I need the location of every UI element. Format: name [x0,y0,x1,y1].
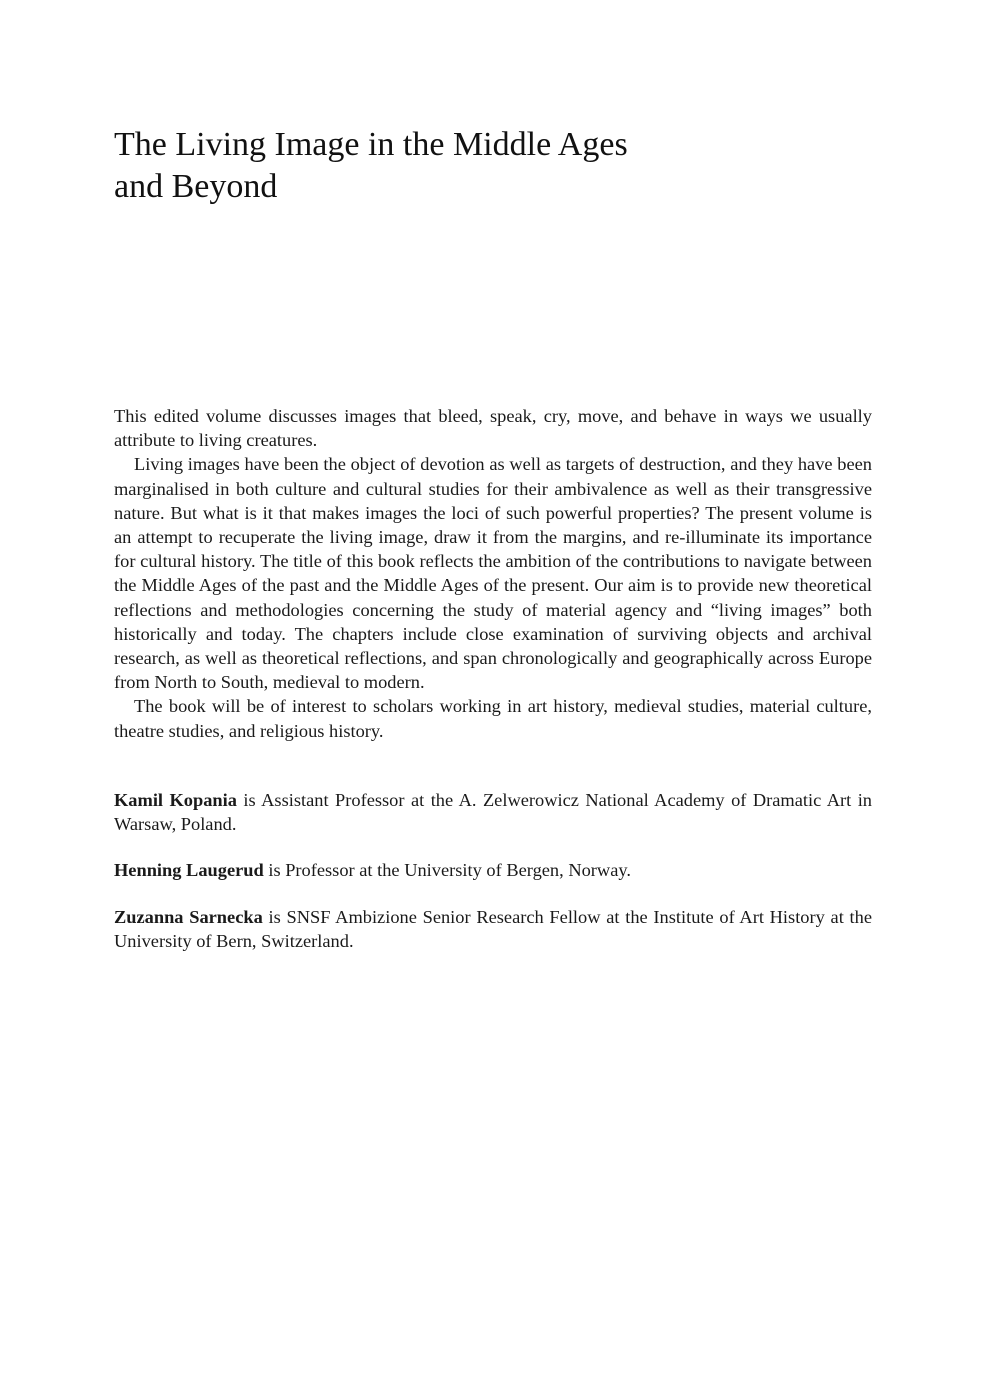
editor-bio [114,858,872,882]
editor-description: is SNSF Ambizione Senior Research Fellow at the Institute of Art History at the University of Bern, Switzerland. [114,906,872,951]
description-paragraph: This edited volume discusses images that bleed, speak, cry, move, and behave in ways we usually attribute to living creatures. [114,406,872,451]
editor-name: Zuzanna Sarnecka [114,906,263,927]
book-description [114,404,872,743]
editor-name: Henning Laugerud [114,860,264,881]
editor-description: is Professor at the University of Bergen, Norway. [263,860,631,881]
book-title-line-2: and Beyond [114,168,278,205]
editor-bio [114,905,872,953]
editor-name: Kamil Kopania [114,790,237,810]
description-paragraph: Living images have been the object of devotion as well as targets of destruction, and they have been marginalised in both culture and cultural studies for their ambivalence as well as their transgressive nature. But what is it that makes images the loci of such powerful properties? The present volume is an attempt to recuperate the living image, draw it from the margins, and re-illuminate its importance for cultural history. The title of this book reflects the ambition of the contributions to navigate between the Middle Ages of the past and the Middle Ages of the present. Our aim is to provide new theoretical reflections and methodologies concerning the study of material agency and “living images” both historically and today. The chapters include close examination of surviving objects and archival research, as well as theoretical reflections, and span chronologically and geographically across Europe from North to South, medieval to modern. [114,454,872,693]
editor-description: is Assistant Professor at the A. Zelwerowicz National Academy of Dramatic Art in Warsaw, Poland. [114,790,873,835]
editor-bio [114,788,872,836]
editor-bios [114,788,872,953]
description-paragraph: The book will be of interest to scholars working in art history, medieval studies, material culture, theatre studies, and religious history. [114,696,872,741]
book-title-line-1: The Living Image in the Middle Ages [114,126,628,163]
book-title [114,124,874,208]
